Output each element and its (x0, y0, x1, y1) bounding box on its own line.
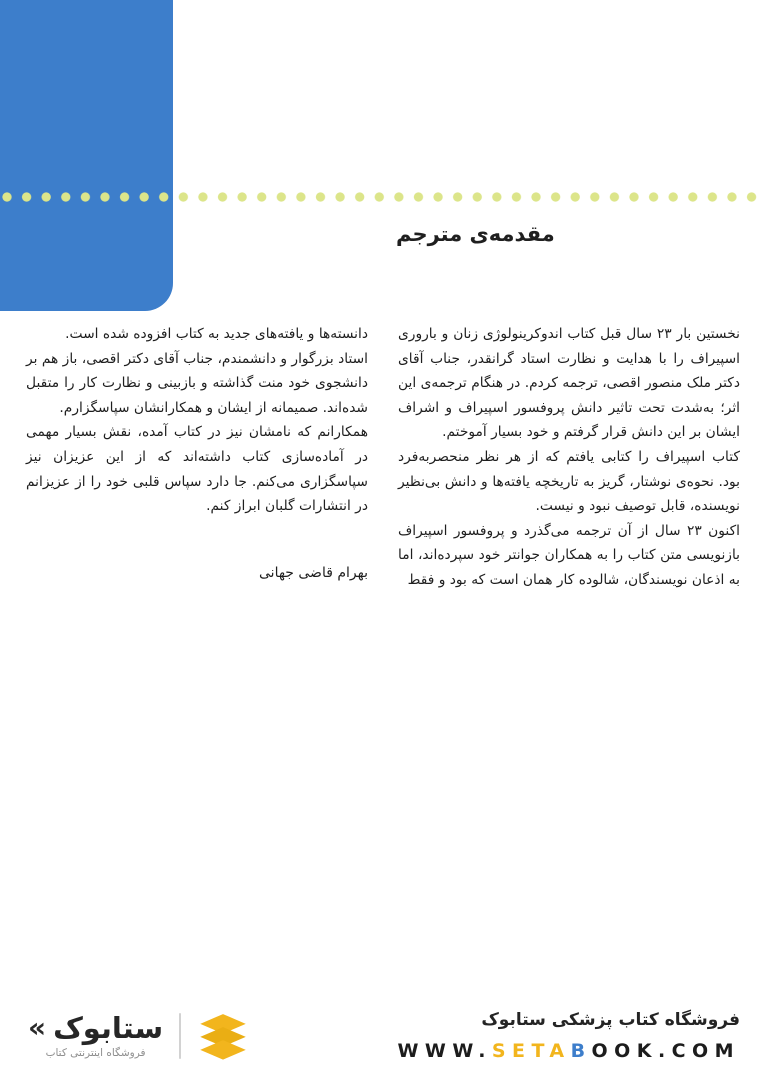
text-column-left (26, 322, 368, 593)
store-name: فروشگاه کتاب پزشکی ستابوک (481, 1010, 740, 1030)
url-segment: WWW. (397, 1040, 492, 1062)
website-url (397, 1040, 740, 1062)
paragraph: نخستین بار ۲۳ سال قبل کتاب اندوکرینولوژی زنان و باروری اسپیراف را با هدایت و نظارت استاد گرانقدر، جناب آقای دکتر ملک منصور اقصی، ترجمه کردم. در هنگام ترجمه‌ی این اثر؛ به‌شدت تحت تاثیر دانش پروفسور اسپیراف و اشراف ایشان بر این دانش قرار گرفتم و خود بسیار آموختم. (398, 326, 740, 441)
paragraph: اکنون ۲۳ سال از آن ترجمه می‌گذرد و پروفسور اسپیراف بازنویسی متن کتاب را به همکاران جوانتر خود سپرده‌اند، اما به اذعان نویسندگان، شالوده کار همان است که بود و فقط (398, 522, 740, 588)
double-chevron-icon: « (28, 1011, 47, 1045)
page-footer (28, 998, 740, 1074)
paragraph: استاد بزرگوار و دانشمندم، جناب آقای دکتر اقصی، باز هم بر دانشجوی خود منت گذاشته و بازبینی و نظارت کار را متقبل شده‌اند. صمیمانه از ایشان و همکارانشان سپاسگزارم. (26, 350, 368, 416)
paragraph: کتاب اسپیراف را کتابی یافتم که از هر نظر منحصربه‌فرد بود. نحوه‌ی نوشتار، گریز به تاریخچه یافته‌ها و دانش بی‌نظیر نویسنده، قابل توصیف نبود و نیست. (398, 448, 740, 515)
page-title: مقدمه‌ی مترجم (396, 222, 555, 246)
dots-divider (2, 192, 764, 202)
logo-wordmark: ستابوک (53, 1010, 164, 1045)
logo-wordmark-block (28, 1010, 164, 1060)
paragraph: دانسته‌ها و یافته‌های جدید به کتاب افزوده شده است. (65, 326, 368, 342)
logo-wordmark-row (28, 1010, 164, 1045)
body-text (26, 322, 740, 593)
text-column-right (398, 322, 740, 593)
url-segment: SETA (491, 1040, 571, 1062)
author-name: بهرام قاضی جهانی (259, 564, 368, 581)
logo-subtitle: فروشگاه اینترنتی کتاب (45, 1047, 146, 1060)
url-segment: OOK.COM (591, 1040, 740, 1062)
url-segment: B (570, 1040, 592, 1062)
footer-text-block (397, 1010, 740, 1062)
footer-divider (179, 1013, 181, 1059)
paragraph: همکارانم که نامشان نیز در کتاب آمده، نقش بسیار مهمی در آماده‌سازی کتاب داشته‌اند که از این عزیزان نیز سپاسگزاری می‌کنم. جا دارد سپاس قلبی خود را از عزیزانم در انتشارات گلبان ابراز کنم. (26, 424, 368, 515)
blue-corner-decoration (0, 0, 173, 311)
book-stack-icon (197, 1011, 249, 1061)
setabook-logo (28, 1011, 249, 1061)
